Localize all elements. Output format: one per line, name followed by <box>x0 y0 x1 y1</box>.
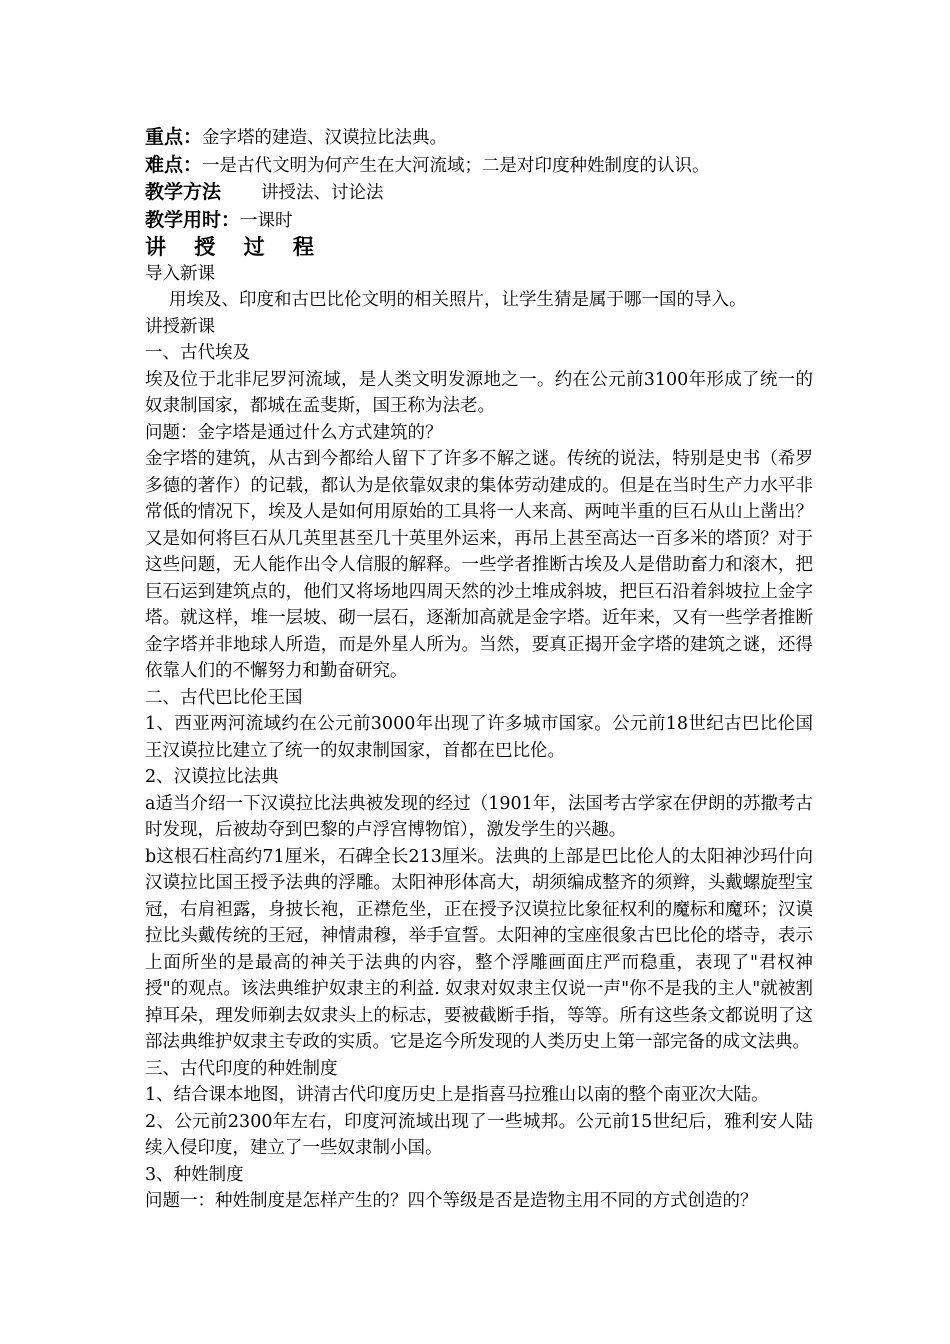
key-points-label: 重点： <box>145 126 203 148</box>
key-points-text: 金字塔的建造、汉谟拉比法典。 <box>202 128 448 148</box>
difficult-points-label: 难点： <box>145 153 203 176</box>
teaching-method <box>145 179 813 207</box>
difficult-points <box>145 152 813 180</box>
key-points <box>145 124 813 152</box>
section1-question: 问题：金字塔是通过什么方式建筑的？ <box>145 422 443 443</box>
teaching-time <box>145 207 813 235</box>
intro-heading: 导入新课 <box>145 263 215 284</box>
new-lesson-heading: 讲授新课 <box>145 316 215 337</box>
lesson-plan-document <box>145 124 813 1215</box>
teaching-method-text: 讲授法、讨论法 <box>261 183 384 203</box>
section3-question-1: 问题一：种姓制度是怎样产生的？四个等级是否是造物主用不同的方式创造的？ <box>145 1191 758 1211</box>
teaching-time-text: 一课时 <box>240 210 293 231</box>
section3-paragraph-2: 2、公元前2300年左右，印度河流域出现了一些城邦。公元前15世纪后，雅利安人陆续入侵印度，建立了一些奴隶制小国。 <box>145 1111 813 1158</box>
section2-paragraph-1: 1、西亚两河流域约在公元前3000年出现了许多城市国家。公元前18世纪古巴比伦国王汉谟拉比建立了统一的奴隶制国家，首都在巴比伦。 <box>145 714 813 761</box>
section2-heading: 二、古代巴比伦王国 <box>145 687 303 708</box>
section1-paragraph-1: 埃及位于北非尼罗河流域，是人类文明发源地之一。约在公元前3100年形成了统一的奴隶制国家，都城在孟斐斯，国王称为法老。 <box>145 369 813 416</box>
section2-paragraph-a: a适当介绍一下汉谟拉比法典被发现的经过（1901年，法国考古学家在伊朗的苏撒考古时发现，后被劫夺到巴黎的卢浮宫博物馆），激发学生的兴趣。 <box>145 793 813 840</box>
intro-text: 用埃及、印度和古巴比伦文明的相关照片，让学生猜是属于哪一国的导入。 <box>169 290 747 310</box>
section1-heading: 一、古代埃及 <box>145 343 250 363</box>
process-title: 讲 授 过 程 <box>145 234 325 259</box>
section3-heading: 三、古代印度的种姓制度 <box>145 1058 338 1079</box>
teaching-method-label: 教学方法 <box>145 181 222 203</box>
section3-subheading: 3、种姓制度 <box>145 1164 244 1185</box>
section2-paragraph-b: b这根石柱高约71厘米，石碑全长213厘米。法典的上部是巴比伦人的太阳神沙玛什向汉谟拉比国王授予法典的浮雕。太阳神形体高大，胡须编成整齐的须辫，头戴螺旋型宝冠，右肩袒露，身披长袍，正襟危坐，正在授予汉谟拉比象征权利的魔标和魔环；汉谟拉比头戴传统的王冠，神情肃穆，举手宣誓。太阳神的宝座很象古巴比伦的塔寺，表示上面所坐的是最高的神关于法典的内容，整个浮雕画面庄严而稳重，表现了"君权神授"的观点。该法典维护奴隶主的利益. 奴隶对奴隶主仅说一声"你不是我的主人"就被割掉耳朵，理发师剃去奴隶头上的标志，要被截断手指，等等。所有这些条文都说明了这部法典维护奴隶主专政的实质。它是迄今所发现的人类历史上第一部完备的成文法典。 <box>145 846 813 1052</box>
section1-paragraph-2: 金字塔的建筑，从古到今都给人留下了许多不解之谜。传统的说法，特别是史书（希罗多德的著作）的记载，都认为是依靠奴隶的集体劳动建成的。但是在当时生产力水平非常低的情况下，埃及人是如何用原始的工具将一人来高、两吨半重的巨石从山上凿出？又是如何将巨石从几英里甚至几十英里外运来，再吊上甚至高达一百多米的塔顶？对于这些问题，无人能作出令人信服的解释。一些学者推断古埃及人是借助畜力和滚木，把巨石运到建筑点的，他们又将场地四周天然的沙土堆成斜坡，把巨石沿着斜坡拉上金字塔。就这样，堆一层坡、砌一层石，逐渐加高就是金字塔。近年来，又有一些学者推断金字塔并非地球人所造，而是外星人所为。当然，要真正揭开金字塔的建筑之谜，还得依靠人们的不懈努力和勤奋研究。 <box>145 449 813 681</box>
section2-subheading: 2、汉谟拉比法典 <box>145 767 279 787</box>
teaching-time-label: 教学用时： <box>145 208 241 231</box>
difficult-points-text: 一是古代文明为何产生在大河流域；二是对印度种姓制度的认识。 <box>202 155 710 176</box>
section3-paragraph-1: 1、结合课本地图，讲清古代印度历史上是指喜马拉雅山以南的整个南亚次大陆。 <box>145 1085 769 1105</box>
